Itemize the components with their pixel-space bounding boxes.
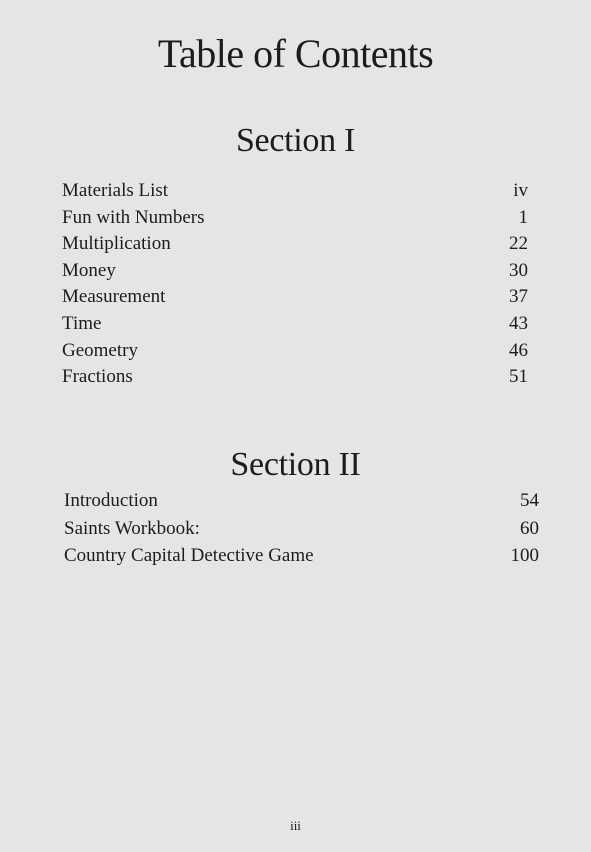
toc-entry-page: 100 bbox=[510, 545, 539, 566]
toc-entry-page: 37 bbox=[509, 286, 528, 308]
toc-entry-page: 1 bbox=[518, 206, 528, 228]
toc-entry-label: Multiplication bbox=[62, 233, 171, 255]
toc-entry-page: iv bbox=[513, 180, 528, 201]
toc-entry-fractions bbox=[62, 366, 528, 393]
toc-entry-label: Country Capital Detective Game bbox=[64, 545, 314, 566]
toc-section-1 bbox=[62, 180, 528, 393]
toc-entry-geometry bbox=[62, 340, 528, 367]
page-title: Table of Contents bbox=[157, 31, 434, 76]
toc-entry-introduction bbox=[64, 490, 539, 518]
toc-entry-label: Geometry bbox=[62, 339, 138, 361]
toc-entry-label: Money bbox=[62, 259, 116, 281]
toc-entry-label: Time bbox=[62, 312, 102, 334]
toc-entry-materials-list bbox=[62, 180, 528, 207]
toc-entry-label: Measurement bbox=[62, 286, 166, 308]
toc-entry-label: Fun with Numbers bbox=[62, 206, 205, 228]
toc-entry-page: 30 bbox=[509, 259, 528, 281]
toc-entry-time bbox=[62, 313, 528, 340]
toc-entry-page: 51 bbox=[509, 366, 528, 388]
toc-entry-label: Fractions bbox=[62, 366, 133, 388]
section-heading-2: Section II bbox=[230, 446, 361, 483]
toc-entry-page: 54 bbox=[520, 490, 539, 511]
toc-entry-label: Introduction bbox=[64, 490, 158, 511]
toc-entry-fun-with-numbers bbox=[62, 207, 528, 234]
toc-entry-page: 43 bbox=[509, 312, 528, 334]
toc-entry-page: 22 bbox=[509, 233, 528, 255]
toc-entry-page: 60 bbox=[520, 517, 539, 539]
toc-entry-label: Saints Workbook: bbox=[64, 517, 200, 539]
bleed-through-text bbox=[210, 0, 217, 24]
toc-entry-saints-workbook bbox=[64, 518, 539, 546]
toc-entry-country-capital-detective-game bbox=[64, 545, 539, 573]
toc-entry-money bbox=[62, 260, 528, 287]
page-number: iii bbox=[290, 818, 301, 833]
toc-entry-measurement bbox=[62, 286, 528, 313]
toc-entry-label: Materials List bbox=[62, 180, 169, 201]
toc-section-2 bbox=[64, 490, 539, 573]
toc-entry-page: 46 bbox=[509, 339, 528, 361]
section-heading-1: Section I bbox=[235, 122, 356, 159]
toc-entry-multiplication bbox=[62, 233, 528, 260]
